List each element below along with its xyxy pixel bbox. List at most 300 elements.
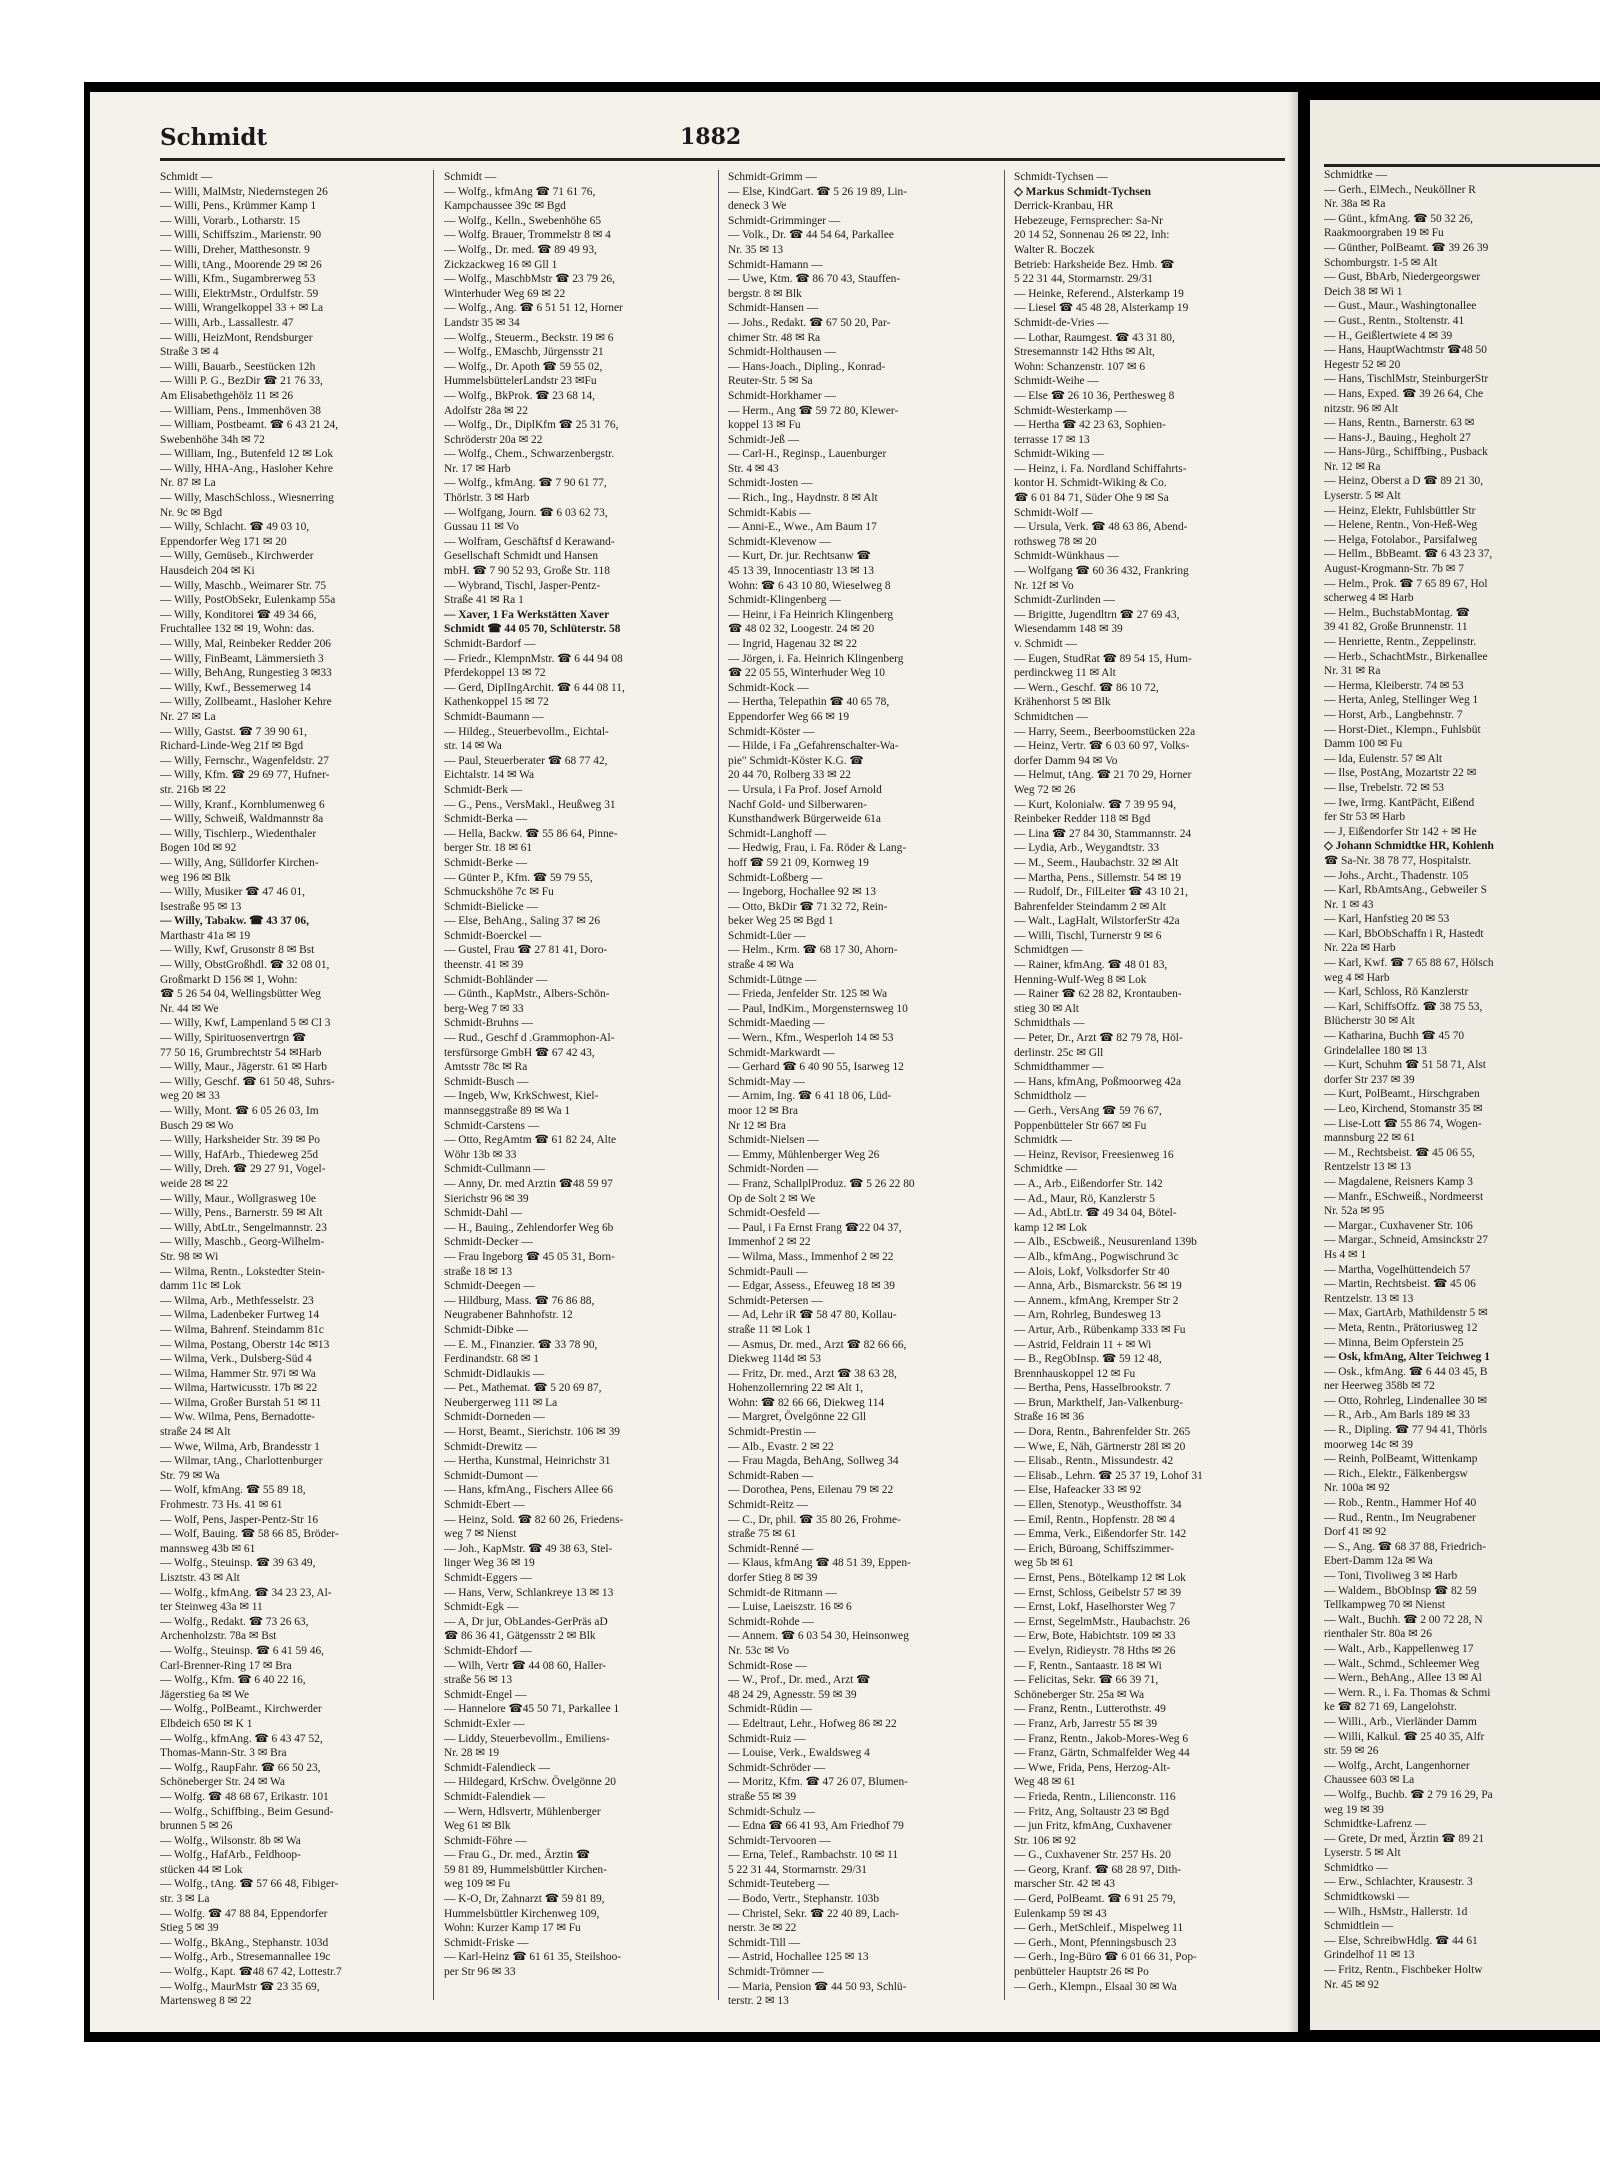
entry-continuation: str. 14 ✉ Wa: [444, 740, 502, 753]
surname-heading: Schmidtchen —: [1014, 710, 1088, 723]
surname-heading: Schmidtke-Lafrenz —: [1324, 1818, 1427, 1831]
directory-entry: — Martha, Vogelhüttendeich 57: [1324, 1263, 1471, 1276]
surname-heading: Schmidt-Wolf —: [1014, 506, 1093, 519]
directory-entry: — Horst, Beamt., Sierichstr. 106 ✉ 39: [444, 1426, 620, 1439]
directory-entry: — Gerh., Mont, Pfenningsbusch 23: [1014, 1936, 1177, 1949]
entry-continuation: Carl-Brenner-Ring 17 ✉ Bra: [160, 1659, 292, 1672]
entry-continuation: penbütteler Hauptstr 26 ✉ Po: [1014, 1966, 1149, 1979]
directory-entry: — Ilse, Trebelstr. 72 ✉ 53: [1324, 781, 1444, 794]
directory-entry: — Rainer, kfmAng. ☎ 48 01 83,: [1014, 959, 1168, 972]
directory-entry: — Karl, RbAmtsAng., Gebweiler S: [1324, 884, 1487, 897]
directory-entry: — Ad., AbtLtr. ☎ 49 34 04, Bötel-: [1014, 1207, 1177, 1220]
directory-entry: — G., Pens., VersMakl., Heußweg 31: [444, 798, 616, 811]
directory-entry: — Moritz, Kfm. ☎ 47 26 07, Blumen-: [728, 1776, 908, 1789]
entry-continuation: Nachf Gold- und Silberwaren-: [728, 798, 867, 811]
directory-entry: — Willy, Dreh. ☎ 29 27 91, Vogel-: [160, 1163, 326, 1176]
entry-continuation: Hummelsbüttler Kirchenweg 109,: [444, 1907, 600, 1920]
entry-continuation: mbH. ☎ 7 90 52 93, Große Str. 118: [444, 565, 610, 578]
directory-entry: — Henriette, Rentn., Zeppelinstr.: [1324, 636, 1477, 648]
entry-continuation: Swebenhöhe 34h ✉ 72: [160, 433, 265, 446]
directory-entry: — Ida, Eulenstr. 57 ✉ Alt: [1324, 752, 1443, 765]
surname-heading: Schmidt-Rüdin —: [728, 1703, 812, 1716]
directory-entry: — Brun, Markthelf, Jan-Valkenburg-: [1014, 1396, 1184, 1409]
directory-entry: — Willi P. G., BezDir ☎ 21 76 33,: [160, 375, 323, 388]
directory-entry: — Wolfg., Kfm. ☎ 6 40 22 16,: [160, 1674, 306, 1687]
directory-entry: — Else ☎ 26 10 36, Perthesweg 8: [1014, 389, 1175, 402]
directory-entry: — Horst-Diet., Klempn., Fuhlsbüt: [1324, 723, 1481, 736]
entry-continuation: weg 19 ✉ 39: [1324, 1803, 1384, 1816]
entry-continuation: terrasse 17 ✉ 13: [1014, 433, 1090, 446]
directory-entry: — Herta, Anleg, Stellinger Weg 1: [1324, 694, 1479, 707]
entry-continuation: Marthastr 41a ✉ 19: [160, 929, 251, 942]
entry-continuation: 5 22 31 44, Stormarnstr. 29/31: [728, 1863, 867, 1876]
entry-continuation: nerstr. 3e ✉ 22: [728, 1922, 797, 1935]
directory-entry: — Heinz, Vertr. ☎ 6 03 60 97, Volks-: [1014, 740, 1190, 753]
entry-continuation: ter Steinweg 43a ✉ 11: [160, 1601, 263, 1614]
directory-entry: — Wilmar, tAng., Charlottenburger: [160, 1455, 323, 1468]
entry-continuation: bergstr. 8 ✉ Blk: [728, 287, 802, 300]
entry-continuation: brunnen 5 ✉ 26: [160, 1820, 233, 1833]
directory-entry: — Hedwig, Frau, i. Fa. Röder & Lang-: [728, 842, 907, 855]
directory-entry: — Willi, Schiffszim., Marienstr. 90: [160, 229, 322, 242]
directory-entry: — Gerhard ☎ 6 40 90 55, Isarweg 12: [728, 1061, 904, 1074]
directory-entry: — Else, BehAng., Saling 37 ✉ 26: [444, 915, 601, 928]
entry-continuation: Am Elisabethgehölz 11 ✉ 26: [160, 389, 294, 402]
directory-entry: — Wilma, Verk., Dulsberg-Süd 4: [160, 1353, 312, 1366]
directory-entry: — K-O, Dr, Zahnarzt ☎ 59 81 89,: [444, 1893, 605, 1906]
entry-continuation: Bogen 10d ✉ 92: [160, 842, 237, 855]
entry-continuation: straße 11 ✉ Lok 1: [728, 1323, 812, 1336]
surname-heading: Schmidt-Grimminger —: [728, 214, 841, 227]
directory-entry: — Franz, Arb, Jarrestr 55 ✉ 39: [1014, 1717, 1158, 1730]
directory-entry: — Bodo, Vertr., Stephanstr. 103b: [728, 1893, 880, 1906]
surname-heading: Schmidt-Dibke —: [444, 1323, 528, 1336]
entry-continuation: ☎ 5 26 54 04, Wellingsbütter Weg: [160, 988, 321, 1001]
entry-continuation: Martensweg 8 ✉ 22: [160, 1995, 252, 2008]
surname-heading: v. Schmidt —: [1014, 638, 1077, 650]
entry-continuation: Nr. 28 ✉ 19: [444, 1747, 500, 1760]
entry-continuation: scherweg 4 ✉ Harb: [1324, 592, 1414, 605]
directory-entry: — Willy, Spirituosenvertrgn ☎: [160, 1032, 307, 1045]
page-header: [160, 122, 1285, 161]
surname-heading: Schmidt-Jeß —: [728, 433, 800, 446]
directory-entry: — Willy, Fernschr., Wagenfeldstr. 27: [160, 754, 329, 767]
entry-continuation: 59 81 89, Hummelsbüttler Kirchen-: [444, 1863, 607, 1876]
book-gutter: [1288, 92, 1310, 2032]
facing-page-column: [1324, 168, 1600, 2008]
surname-heading: Schmidt-Josten —: [728, 477, 813, 490]
entry-continuation: deneck 3 We: [728, 200, 787, 213]
directory-entry: — Wolfg., tAng. ☎ 57 66 48, Fibiger-: [160, 1878, 339, 1891]
entry-continuation: Hebezeuge, Fernsprecher: Sa-Nr: [1014, 214, 1163, 227]
entry-continuation: Grindelhof 11 ✉ 13: [1324, 1949, 1415, 1962]
surname-heading: Schmidt-Exler —: [444, 1717, 525, 1730]
directory-entry: — Günter P., Kfm. ☎ 59 79 55,: [444, 871, 593, 884]
directory-entry: — Jörgen, i. Fa. Heinrich Klingenberg: [728, 652, 904, 665]
directory-entry: — Lise-Lott ☎ 55 86 74, Wogen-: [1324, 1117, 1482, 1130]
surname-heading: Schmidt —: [444, 171, 497, 183]
directory-entry: — Wolfg., BkAng., Stephanstr. 103d: [160, 1936, 329, 1949]
surname-heading: Schmidt-Köster —: [728, 725, 815, 738]
surname-heading: Schmidt-Loßberg —: [728, 871, 823, 884]
entry-continuation: Grindelallee 180 ✉ 13: [1324, 1044, 1427, 1057]
directory-entry: — William, Postbeamt. ☎ 6 43 21 24,: [160, 419, 339, 432]
surname-heading: Schmidt-Bruhns —: [444, 1017, 533, 1030]
directory-entry: — Willy, Mont. ☎ 6 05 26 03, Im: [160, 1105, 319, 1117]
entry-continuation: Hegestr 52 ✉ 20: [1324, 358, 1401, 371]
directory-entry: — Wolfg. ☎ 47 88 84, Eppendorfer: [160, 1907, 328, 1920]
directory-entry: — Wolfg., MaschbMstr ☎ 23 79 26,: [444, 273, 615, 286]
entry-continuation: Elbdeich 650 ✉ K 1: [160, 1717, 253, 1730]
entry-continuation: Fruchtallee 132 ✉ 19, Wohn: das.: [160, 623, 315, 636]
directory-entry: — Else, SchreibwHdlg. ☎ 44 61: [1324, 1934, 1478, 1947]
entry-continuation: straße 56 ✉ 13: [444, 1674, 513, 1687]
directory-entry: — Franz, Gärtn, Schmalfelder Weg 44: [1014, 1747, 1190, 1760]
surname-heading: Schmidt-Ruiz —: [728, 1732, 806, 1745]
directory-entry: — Bertha, Pens, Hasselbrookstr. 7: [1014, 1382, 1171, 1395]
surname-heading: Schmidt-Boerckel —: [444, 929, 542, 942]
directory-entry: — Kurt, Schuhm ☎ 51 58 71, Alst: [1324, 1059, 1486, 1072]
directory-entry: — Herb., SchachtMstr., Birkenallee: [1324, 650, 1488, 663]
directory-entry: — Waldem., BbObInsp ☎ 82 59: [1324, 1584, 1477, 1597]
directory-entry: — Hildburg, Mass. ☎ 76 86 88,: [444, 1294, 595, 1307]
surname-heading: Schmidt-Rohde —: [728, 1615, 814, 1628]
entry-continuation: Schöneberger Str. 25a ✉ Wa: [1014, 1688, 1144, 1701]
entry-continuation: Wohn: Kurzer Kamp 17 ✉ Fu: [444, 1922, 581, 1935]
directory-entry: — Erw, Bote, Habichtstr. 109 ✉ 33: [1014, 1630, 1176, 1643]
directory-entry: — Martin, Rechtsbeist. ☎ 45 06: [1324, 1278, 1476, 1291]
facing-page: [1310, 100, 1600, 2030]
entry-continuation: rothsweg 78 ✉ 20: [1014, 535, 1097, 548]
entry-continuation: weg 7 ✉ Nienst: [444, 1528, 517, 1541]
directory-entry: — Willy, Geschf. ☎ 61 50 48, Suhrs-: [160, 1075, 335, 1088]
entry-continuation: dorfer Damm 94 ✉ Vo: [1014, 754, 1118, 767]
entry-continuation: ☎ 22 05 55, Winterhuder Weg 10: [728, 667, 885, 680]
directory-entry: — Walt., LagHalt, WilstorferStr 42a: [1014, 915, 1180, 928]
directory-entry: — Manfr., ESchweiß., Nordmeerst: [1324, 1190, 1484, 1203]
entry-continuation: Nr. 100a ✉ 92: [1324, 1482, 1390, 1495]
directory-entry: — Wolfg. Brauer, Trommelstr 8 ✉ 4: [444, 229, 611, 242]
directory-entry: — Rainer ☎ 62 28 82, Krontauben-: [1014, 988, 1182, 1001]
entry-continuation: koppel 13 ✉ Fu: [728, 419, 801, 432]
directory-entry: — Willi, Vorarb., Lotharstr. 15: [160, 214, 301, 227]
entry-continuation: Schomburgstr. 1-5 ✉ Alt: [1324, 256, 1438, 269]
directory-entry: — Willy, Schlacht. ☎ 49 03 10,: [160, 521, 310, 534]
directory-entry: — Alois, Lokf, Volksdorfer Str 40: [1014, 1265, 1170, 1278]
directory-entry: — Willy, FinBeamt, Lämmersieth 3: [160, 652, 324, 665]
directory-entry: — Reinh, PolBeamt, Wittenkamp: [1324, 1453, 1478, 1466]
entry-continuation: derlinstr. 25c ✉ Gll: [1014, 1046, 1104, 1059]
directory-entry: — Wolfram, Geschäftsf d Kerawand-: [444, 535, 615, 548]
entry-continuation: Nr. 1 ✉ 43: [1324, 898, 1374, 911]
directory-entry: — Wolfg., Wilsonstr. 8b ✉ Wa: [160, 1834, 301, 1847]
surname-heading: Schmidt-Markwardt —: [728, 1046, 835, 1059]
directory-entry: — Magdalene, Reisners Kamp 3: [1324, 1175, 1473, 1188]
surname-heading: Schmidt-Langhoff —: [728, 827, 827, 840]
directory-entry: — Wybrand, Tischl, Jasper-Pentz-: [444, 579, 601, 592]
entry-continuation: straße 75 ✉ 61: [728, 1528, 797, 1541]
surname-heading: Schmidt-Trömner —: [728, 1966, 824, 1979]
entry-continuation: weg 20 ✉ 33: [160, 1090, 220, 1103]
entry-continuation: Wöhr 13b ✉ 33: [444, 1148, 517, 1161]
directory-entry: — M., Seem., Haubachstr. 32 ✉ Alt: [1014, 856, 1179, 869]
column-1: [160, 170, 424, 2010]
entry-continuation: Nr. 87 ✉ La: [160, 477, 216, 490]
entry-continuation: Poppenbütteler Str 667 ✉ Fu: [1014, 1119, 1147, 1132]
entry-continuation: Großmarkt D 156 ✉ 1, Wohn:: [160, 973, 298, 986]
directory-entry: — Wolfg., Archt, Langenhorner: [1324, 1759, 1470, 1772]
entry-continuation: Eichtalstr. 14 ✉ Wa: [444, 769, 535, 782]
entry-continuation: Eppendorfer Weg 171 ✉ 20: [160, 535, 287, 548]
directory-entry: — Johs., Redakt. ☎ 67 50 20, Par-: [728, 316, 891, 329]
surname-heading: Schmidt-Horkhamer —: [728, 389, 836, 402]
directory-entry: — Herma, Kleiberstr. 74 ✉ 53: [1324, 679, 1464, 692]
directory-entry: — Hertha, Telepathin ☎ 40 65 78,: [728, 696, 890, 709]
entry-continuation: Kathenkoppel 15 ✉ 72: [444, 696, 549, 709]
directory-entry: — Wolfg., Dr. med. ☎ 89 49 93,: [444, 243, 597, 256]
directory-entry: — Hannelore ☎45 50 71, Parkallee 1: [444, 1703, 620, 1716]
directory-entry: — Martha, Pens., Sillemstr. 54 ✉ 19: [1014, 871, 1182, 884]
entry-continuation: Nr. 27 ✉ La: [160, 710, 216, 723]
entry-continuation: Zickzackweg 16 ✉ Gll 1: [444, 258, 558, 271]
directory-entry: — Fritz, Ang, Soltaustr 23 ✉ Bgd: [1014, 1805, 1170, 1818]
surname-heading: Schmidtgen —: [1014, 944, 1083, 957]
directory-entry: — Willi, Wrangelkoppel 33 + ✉ La: [160, 302, 323, 315]
directory-entry: — Wilma, Mass., Immenhof 2 ✉ 22: [728, 1250, 894, 1263]
entry-continuation: Blücherstr 30 ✉ Alt: [1324, 1015, 1415, 1028]
directory-entry: — Gust., Maur., Washingtonallee: [1324, 300, 1477, 313]
directory-entry: — Rud., Rentn., Im Neugrabener: [1324, 1511, 1476, 1524]
directory-entry: — Johs., Archt., Thadenstr. 105: [1324, 869, 1469, 882]
directory-entry: — Wwe, Frida, Pens, Herzog-Alt-: [1014, 1761, 1171, 1774]
entry-continuation: Hausdeich 204 ✉ Ki: [160, 565, 255, 578]
directory-entry: — H., Bauing., Zehlendorfer Weg 6b: [444, 1221, 614, 1234]
directory-entry: — Walt., Arb., Kappellenweg 17: [1324, 1642, 1474, 1655]
column-divider: [1004, 170, 1005, 2000]
directory-entry: — Anni-E., Wwe., Am Baum 17: [728, 521, 877, 534]
directory-entry: — Gerh., MetSchleif., Mispelweg 11: [1014, 1922, 1184, 1935]
entry-continuation: Sierichstr 96 ✉ 39: [444, 1192, 529, 1205]
directory-entry: — Gerd, PolBeamt. ☎ 6 91 25 79,: [1014, 1893, 1176, 1906]
surname-heading: Schmidt-Nielsen —: [728, 1134, 819, 1147]
directory-entry: — Karl-Heinz ☎ 61 61 35, Steilshoo-: [444, 1951, 622, 1964]
surname-heading: Schmidt-Hansen —: [728, 302, 819, 315]
directory-entry: — Frau G., Dr. med., Ärztin ☎: [444, 1849, 591, 1862]
directory-entry: — Kurt, Kolonialw. ☎ 7 39 95 94,: [1014, 798, 1177, 811]
entry-continuation: moorweg 14c ✉ 39: [1324, 1438, 1413, 1451]
entry-continuation: Straße 3 ✉ 4: [160, 346, 219, 359]
directory-entry: — Frieda, Rentn., Lilienconstr. 116: [1014, 1790, 1176, 1803]
directory-entry: — Rich., Elektr., Fälkenbergsw: [1324, 1467, 1468, 1480]
surname-heading: Schmidt-Falendiek —: [444, 1790, 545, 1803]
directory-entry: — Otto, Rohrleg, Lindenallee 30 ✉: [1324, 1394, 1487, 1407]
entry-continuation: Schmidt ☎ 44 05 70, Schlüterstr. 58: [444, 623, 621, 636]
directory-entry: — Wilma, Postang, Oberstr 14c ✉13: [160, 1338, 330, 1351]
directory-entry: — Wolf, kfmAng. ☎ 55 89 18,: [160, 1484, 306, 1497]
entry-continuation: dorfer Str 237 ✉ 39: [1324, 1073, 1415, 1086]
entry-continuation: Eppendorfer Weg 66 ✉ 19: [728, 710, 850, 723]
directory-entry: — Karl, Hanfstieg 20 ✉ 53: [1324, 913, 1450, 926]
directory-entry: — Willy, AbtLtr., Sengelmannstr. 23: [160, 1221, 327, 1234]
entry-continuation: Op de Solt 2 ✉ We: [728, 1192, 816, 1205]
directory-entry: — Wilma, Ladenbeker Furtweg 14: [160, 1309, 320, 1322]
directory-entry: — A, Dr jur, ObLandes-GerPräs aD: [444, 1615, 608, 1628]
directory-entry: — Willy, Kfm. ☎ 29 69 77, Hufner-: [160, 769, 330, 782]
directory-entry: — Willy, MaschSchloss., Wiesnerring: [160, 492, 334, 505]
directory-entry: — G., Cuxhavener Str. 257 Hs. 20: [1014, 1849, 1171, 1862]
directory-entry: — Paul, Steuerberater ☎ 68 77 42,: [444, 754, 608, 767]
entry-continuation: moor 12 ✉ Bra: [728, 1105, 798, 1117]
entry-continuation: Lyserstr. 5 ✉ Alt: [1324, 1847, 1401, 1860]
surname-heading: Schmidt-Grimm —: [728, 171, 817, 183]
directory-entry: — Willy, Maur., Wollgrasweg 10e: [160, 1192, 316, 1205]
directory-entry: — Minna, Beim Opferstein 25: [1324, 1336, 1464, 1349]
directory-entry: — Ww. Wilma, Pens, Bernadotte-: [160, 1411, 315, 1424]
entry-continuation: per Str 96 ✉ 33: [444, 1966, 516, 1979]
entry-continuation: nitzstr. 96 ✉ Alt: [1324, 402, 1399, 415]
directory-entry: — Wern., BehAng., Allee 13 ✉ Al: [1324, 1672, 1482, 1685]
directory-entry: — Willy, Harksheider Str. 39 ✉ Po: [160, 1134, 321, 1147]
entry-continuation: stücken 44 ✉ Lok: [160, 1863, 243, 1876]
entry-continuation: Straße 41 ✉ Ra 1: [444, 594, 524, 607]
surname-heading: Schmidt —: [160, 171, 213, 183]
surname-heading: Schmidtke —: [1324, 169, 1387, 181]
directory-entry: — Helga, Fotolabor., Parsifalweg: [1324, 533, 1478, 546]
directory-entry: — Willy, Kranf., Kornblumenweg 6: [160, 798, 325, 811]
directory-entry: — Wilh, Vertr ☎ 44 08 60, Haller-: [444, 1659, 607, 1672]
entry-continuation: fer Str 53 ✉ Harb: [1324, 811, 1406, 824]
entry-continuation: Lisztstr. 43 ✉ Alt: [160, 1572, 240, 1584]
directory-entry: — Edna ☎ 66 41 93, Am Friedhof 79: [728, 1820, 904, 1833]
directory-entry: — Frieda, Jenfelder Str. 125 ✉ Wa: [728, 988, 887, 1001]
entry-continuation: tersfürsorge GmbH ☎ 67 42 43,: [444, 1046, 595, 1059]
directory-entry: — Astrid, Hochallee 125 ✉ 13: [728, 1951, 869, 1964]
directory-entry: — Heinz, Sold. ☎ 82 60 26, Friedens-: [444, 1513, 624, 1526]
directory-entry: — Lina ☎ 27 84 30, Stammannstr. 24: [1014, 827, 1192, 840]
directory-entry: — Wolfg., Dr., DiplKfm ☎ 25 31 76,: [444, 419, 619, 432]
directory-entry: — Eugen, StudRat ☎ 89 54 15, Hum-: [1014, 652, 1192, 665]
directory-entry: — Ingeb, Ww, KrkSchwest, Kiel-: [444, 1090, 599, 1103]
directory-page: [90, 92, 1298, 2032]
entry-continuation: 45 13 39, Innocentiastr 13 ✉ 13: [728, 565, 874, 578]
directory-entry: — Paul, i Fa Ernst Frang ☎22 04 37,: [728, 1221, 902, 1234]
directory-entry: — R., Arb., Am Barls 189 ✉ 33: [1324, 1409, 1470, 1422]
surname-heading: Schmidt-Dorneden —: [444, 1411, 545, 1424]
entry-continuation: Archenholzstr. 78a ✉ Bst: [160, 1630, 277, 1643]
directory-entry: — Pet., Mathemat. ☎ 5 20 69 87,: [444, 1382, 602, 1395]
directory-entry: — Wilh., HsMstr., Hallerstr. 1d: [1324, 1905, 1468, 1918]
column-4: [1014, 170, 1284, 2010]
directory-entry: — Wwe, E, Näh, Gärtnerstr 28l ✉ 20: [1014, 1440, 1186, 1453]
directory-entry: — Erw., Schlachter, Krausestr. 3: [1324, 1876, 1473, 1889]
entry-continuation: Derrick-Kranbau, HR: [1014, 200, 1114, 213]
surname-heading: Schmidt-Tychsen —: [1014, 171, 1108, 183]
entry-continuation: kontor H. Schmidt-Wiking & Co.: [1014, 477, 1167, 490]
surname-heading: Schmidt-Norden —: [728, 1163, 819, 1176]
directory-entry: — Wolfg., RaupFahr. ☎ 66 50 23,: [160, 1761, 321, 1774]
directory-entry: — Grete, Dr med, Ärztin ☎ 89 21: [1324, 1832, 1485, 1845]
entry-continuation: Walter R. Boczek: [1014, 243, 1095, 256]
entry-continuation: 48 24 29, Agnesstr. 59 ✉ 39: [728, 1688, 857, 1701]
entry-continuation: beker Weg 25 ✉ Bgd 1: [728, 915, 834, 928]
directory-entry: — Wolfg., Buchb. ☎ 2 79 16 29, Pa: [1324, 1788, 1493, 1801]
directory-entry: — Leo, Kirchend, Stomanstr 35 ✉: [1324, 1103, 1483, 1115]
directory-entry: — Ingrid, Hagenau 32 ✉ 22: [728, 638, 858, 650]
directory-entry: — Liddy, Steuerbevollm., Emiliens-: [444, 1732, 610, 1745]
directory-entry: — Asmus, Dr. med., Arzt ☎ 82 66 66,: [728, 1338, 907, 1351]
entry-continuation: perdinckweg 11 ✉ Alt: [1014, 667, 1116, 680]
entry-continuation: Schröderstr 20a ✉ 22: [444, 433, 543, 446]
directory-entry: — R., Dipling. ☎ 77 94 41, Thörls: [1324, 1424, 1488, 1437]
surname-heading: Schmidt-Till —: [728, 1936, 801, 1949]
entry-continuation: straße 4 ✉ Wa: [728, 959, 794, 972]
directory-entry: — Hildeg., Steuerbevollm., Eichtal-: [444, 725, 609, 738]
entry-continuation: hoff ☎ 59 21 09, Kornweg 19: [728, 856, 869, 869]
directory-entry: — Lydia, Arb., Weygandtstr. 33: [1014, 842, 1160, 855]
entry-continuation: Straße 16 ✉ 36: [1014, 1411, 1084, 1424]
directory-entry: — Willy, Tischlerp., Wiedenthaler: [160, 827, 317, 840]
entry-continuation: Rentzelstr. 13 ✉ 13: [1324, 1292, 1414, 1305]
directory-entry: — Dora, Rentn., Bahrenfelder Str. 265: [1014, 1426, 1191, 1439]
directory-entry: — Klaus, kfmAng ☎ 48 51 39, Eppen-: [728, 1557, 911, 1570]
directory-entry: — Erich, Büroang, Schiffszimmer-: [1014, 1542, 1174, 1555]
directory-entry: — Heinz, Revisor, Freesienweg 16: [1014, 1148, 1174, 1161]
surname-heading: Schmidt-Busch —: [444, 1075, 529, 1088]
entry-continuation: str. 59 ✉ 26: [1324, 1745, 1379, 1758]
directory-entry: — Hellm., BbBeamt. ☎ 6 43 23 37,: [1324, 548, 1493, 561]
directory-entry: — Willy, Konditorei ☎ 49 34 66,: [160, 608, 317, 621]
directory-entry: — Kurt, Dr. jur. Rechtsanw ☎: [728, 550, 871, 563]
directory-entry: — Erna, Telef., Rambachstr. 10 ✉ 11: [728, 1849, 899, 1862]
entry-continuation: Wohn: ☎ 6 43 10 80, Wieselweg 8: [728, 579, 891, 592]
directory-entry: — Luise, Laeiszstr. 16 ✉ 6: [728, 1601, 852, 1614]
entry-continuation: Stieg 5 ✉ 39: [160, 1922, 219, 1935]
directory-entry: — Ernst, Pens., Bötelkamp 12 ✉ Lok: [1014, 1572, 1186, 1584]
directory-entry: — F, Rentn., Santaastr. 18 ✉ Wi: [1014, 1659, 1162, 1672]
entry-continuation: Kunsthandwerk Bürgerweide 61a: [728, 813, 881, 826]
directory-entry: — Katharina, Buchh ☎ 45 70: [1324, 1030, 1465, 1043]
surname-heading: Schmidt-Berka —: [444, 813, 528, 826]
directory-entry: — Wilma, Rentn., Lokstedter Stein-: [160, 1265, 325, 1278]
directory-entry: — Willi., Arb., Vierländer Damm: [1324, 1715, 1477, 1728]
directory-entry: — jun Fritz, kfmAng, Cuxhavener: [1014, 1820, 1172, 1833]
entry-continuation: Isestraße 95 ✉ 13: [160, 900, 242, 913]
entry-continuation: Neugrabener Bahnhofstr. 12: [444, 1309, 573, 1322]
directory-entry: — Wolf, Pens, Jasper-Pentz-Str 16: [160, 1513, 319, 1526]
directory-entry: — Frau Ingeborg ☎ 45 05 31, Born-: [444, 1250, 615, 1263]
directory-entry: — Walt., Schmd., Schleemer Weg: [1324, 1657, 1480, 1670]
directory-entry: — Ad, Lehr iR ☎ 58 47 80, Kollau-: [728, 1309, 897, 1322]
directory-entry: — Heinz, Elektr, Fuhlsbüttler Str: [1324, 504, 1476, 517]
entry-continuation: straße 24 ✉ Alt: [160, 1426, 231, 1439]
directory-entry: — Wolf, Bauing. ☎ 58 66 85, Bröder-: [160, 1528, 339, 1541]
entry-continuation: Wohn: ☎ 82 66 66, Diekweg 114: [728, 1396, 885, 1409]
directory-entry: — Edgar, Assess., Efeuweg 18 ✉ 39: [728, 1280, 895, 1293]
directory-entry: — Else, Hafeacker 33 ✉ 92: [1014, 1484, 1142, 1497]
surname-heading: Schmidt-Weihe —: [1014, 375, 1099, 388]
directory-entry: — C., Dr, phil. ☎ 35 80 26, Frohme-: [728, 1513, 901, 1526]
entry-continuation: berger Str. 18 ✉ 61: [444, 842, 533, 855]
directory-entry: — Hildegard, KrSchw. Övelgönne 20: [444, 1776, 616, 1789]
entry-continuation: Ferdinandstr. 68 ✉ 1: [444, 1353, 539, 1366]
directory-entry: — Harry, Seem., Beerboomstücken 22a: [1014, 725, 1196, 738]
directory-entry: — Liesel ☎ 45 48 28, Alsterkamp 19: [1014, 302, 1189, 315]
directory-entry: — Annem. ☎ 6 03 54 30, Heinsonweg: [728, 1630, 909, 1643]
entry-continuation: Landstr 35 ✉ 34: [444, 316, 520, 329]
entry-continuation: Winterhuder Weg 69 ✉ 22: [444, 287, 566, 300]
directory-entry: — Ad., Maur, Rö, Kanzlerstr 5: [1014, 1192, 1155, 1205]
directory-entry: — Hans-Joach., Dipling., Konrad-: [728, 360, 886, 373]
